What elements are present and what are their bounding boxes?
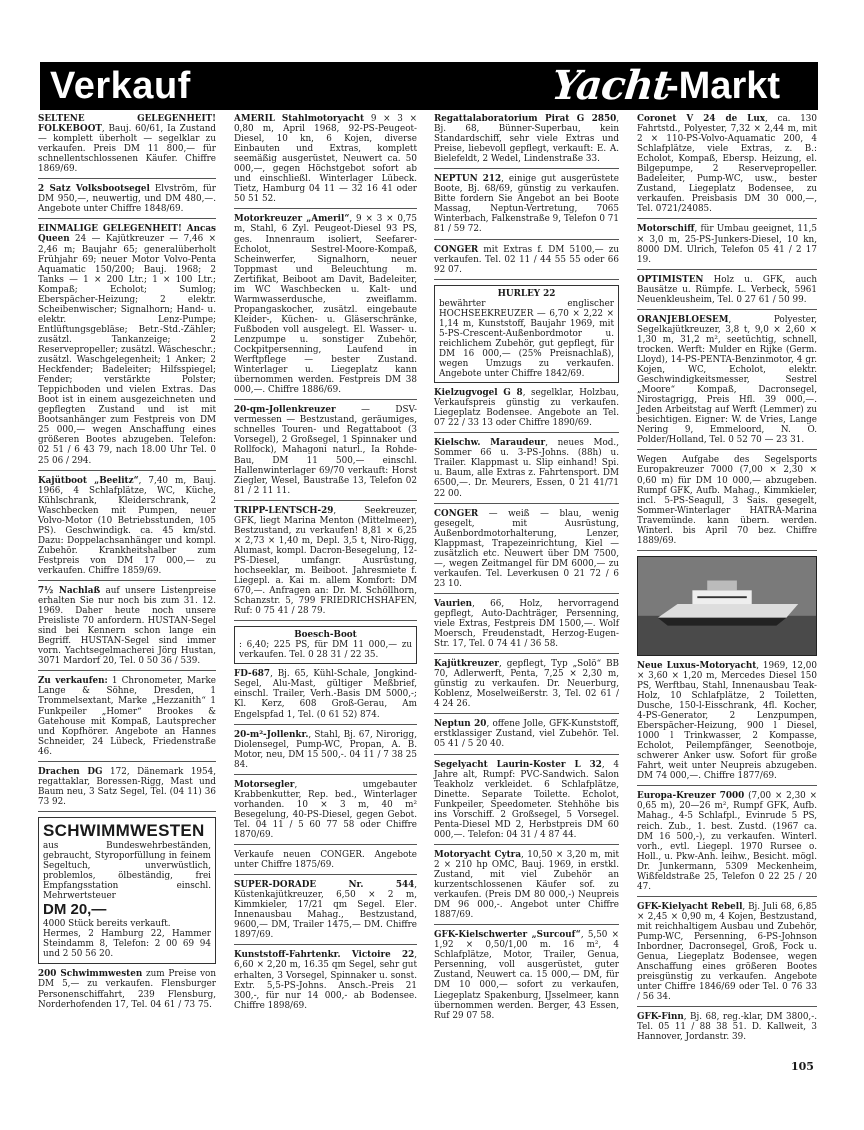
schwimmwesten-title: SCHWIMMWESTEN xyxy=(43,820,205,840)
ad-body: 9 × 3 × 0,80 m, April 1968, 92-PS-Peugeot-Diesel, 10 kn, 6 Kojen, diverse Einbauten und Extras, komplett seemäßig ausgerüstet, Neuwert ca. 50 000,—, gegen Höchstgebot sofort ab und einschließl. Winterlager Lübeck. Tietz, Hamburg 04 11 — 32 16 41 oder 50 51 52. xyxy=(234,114,417,205)
ad-body: Wegen Aufgabe des Segelsports Europakreuzer 7000 (7,00 × 2,30 × 0,60 m) für DM 10 000,— abzugeben. Rumpf GFK, Aufb. Mahag., Kimmkieler, incl. 5-PS-Seagull, 3 Sais. gesegelt, Sommer-Winterlager HATRA-Marina Travemünde. kann übern. werden. Winterl. bis April 70 bez. Chiffre 1889/69. xyxy=(637,455,817,546)
column-4 xyxy=(637,114,817,1074)
classified-ad xyxy=(637,556,817,787)
ad-body: , für Umbau geeignet, 11,5 × 3,0 m, 25-PS-Junkers-Diesel, 10 kn, 8000 DM. Ulrich, Telefon 05 41 / 2 17 19. xyxy=(637,224,817,265)
ad-body: , Küstenkajütkreuzer, 6,50 × 2 m, Kimmkieler, 17/21 qm Segel. Elег. Innenausbau Mahag., Bestzustand, 9600,— DM, Trailer 1475,— DM. Chiffre 1897/69. xyxy=(234,880,417,941)
banner-title-verkauf: Verkauf xyxy=(50,65,191,107)
ad-body: 24 — Kajütkreuzer — 7,46 × 2,46 m; Baujahr 65; generalüberholt Frühjahr 69; neuer Motor Volvo-Penta Aquamatic 150/200; Bauj. 1968; 2 Tanks — 1 × 200 Ltr.; 1 × 100 Ltr.; Kompaß; Echolot; Sumlog; Eberspächer-Heizung; 2 elektr. Scheibenwischer; Signalhorn; Hand- u. elektr. Lenz-Pumpe; Entlüftungsgebläse; Betr.-Std.-Zähler; zusätzl. Tankanzeige; 2 Reservepropeller; zusätzl. Wäscheschr.; zusätzl. Waschgelegenheit; 1 Anker; 2 Heckfender; Badeleiter; Hilfsspiegel; Fender; verstärkte Polster; Teppichboden und vielen Extras. Das Boot ist in einem ausgezeichneten und gepflegten Zustand und ist mit Bootsanhänger zum Festpreis von DM 25 000,— wegen Anschaffung eines größeren Bootes abzugeben. Telefon: 02 51 / 6 43 79, nach 18.00 Uhr Tel. 0 25 06 / 294. xyxy=(38,234,216,466)
ad-headline: Segelyacht Laurin-Koster L 32 xyxy=(434,759,602,770)
ad-body: , 4 Jahre alt, Rumpf: PVC-Sandwich. Salon Teakholz verkleidet. 6 Schlafplätze, Dinette. Separate Toilette. Echolot, Funkpeiler, Speedometer. Stehhöhe bis ins Vorschiff. 2 Großsegel, 5 Vorsegel. Penta-Diesel MD 2, Herbstpreis DM 60 000,—. Telefon: 04 31 / 4 87 44. xyxy=(434,759,619,840)
classified-ad xyxy=(434,174,619,239)
ad-body: , Bauj. 60/61, Iа Zustand — komplett überholt — segelklar zu verkaufen. Preis DM 11 800,— für schnellentschlossenen Käufer. Chiffre 1869/69. xyxy=(38,124,216,175)
ad-headline: Kielschw. Maraudeur xyxy=(434,438,546,449)
schwimmwesten-ad xyxy=(38,817,216,964)
ad-body: — DSV-vermessen — Bestzustand, geräumiges, schnelles Touren- und Regattaboot (3 Vorsegel), 2 Großsegel, 1 Spinnaker und Rollfock), Mahagoni naturl., Ia Rohde-Bau, DM 11 500,— einschl. Hallenwinterlager 69/70 verkauft: Horst Ziegler, Wesel, Baustraße 13, Telefon 02 81 / 2 11 11. xyxy=(234,405,417,496)
classified-ad xyxy=(234,669,417,724)
ad-body: 1 Chronometer, Marke Lange & Söhne, Dresden, 1 Trommelsextant, Marke „Hezzanith“ 1 Funkpeiler „Homer“ Brookes & Gatehouse mit Kompaß, Lautsprecher und Kopfhörer. Angebote an Hannes Schneider, 24 Lübeck, Friedenstraße 46. xyxy=(38,676,216,757)
ad-headline: Regattalaboratorium Pirat G 2850 xyxy=(434,114,617,124)
ad-headline: OPTIMISTEN xyxy=(637,274,704,285)
classified-ad xyxy=(234,626,417,664)
ad-body: , Bj. 68, reg.-klar, DM 3800,-. Tel. 05 11 / 88 38 51. D. Kallweit, 3 Hannover, Jordanstr. 39. xyxy=(637,1012,817,1043)
column-3 xyxy=(434,114,619,1074)
ad-headline: CONGER xyxy=(434,508,479,519)
ad-headline: AMERIL Stahlmotoryacht xyxy=(234,114,365,124)
ad-headline: TRIPP-LENTSCH-29 xyxy=(234,505,334,516)
ad-headline: Motorschiff xyxy=(637,224,695,235)
classified-ad xyxy=(234,114,417,209)
ad-headline: NEPTUN 212 xyxy=(434,174,502,185)
classified-ad xyxy=(637,791,817,896)
classified-ad xyxy=(434,850,619,925)
ad-body: , 1969, 12,00 × 3,60 × 1,20 m, Mercedes Diesel 150 PS, Werftbau, Stahl, Innenausbau Teak-Holz, 10 Schlafplätze, 2 Toiletten, Dusche, 150-l-Eisschrank, 4fl. Kocher, 4-PS-Generator, 2 Lenzpumpen, Eberspächer-Heizung, 900 l Diesel, 1000 l Trinkwasser, 2 Kompasse, Echolot, Peilempfänger, Seenotboje, schwerer Anker usw. Sofort für große Fahrt, weit unter Neupreis abzugeben. DM 74 000,—. Chiffre 1877/69. xyxy=(637,660,817,782)
classified-ad xyxy=(38,476,216,581)
ad-headline: CONGER xyxy=(434,244,479,255)
ad-headline: Motoryacht Cytra xyxy=(434,849,522,860)
ad-headline: Coronet V 24 de Lux xyxy=(637,114,765,124)
ad-headline: GFK-Finn xyxy=(637,1012,684,1023)
classified-ad xyxy=(234,950,417,1014)
ad-body: , Polyester, Segelkajütkreuzer, 3,8 t, 9,0 × 2,60 × 1,30 m, 31,2 m², seetüchtig, schnell, trocken. Werft: Mulder en Rijke (Germ. Lloyd), 14-PS-PENTA-Benzinmotor, 4 gr. Kojen, WC, Echolot, elektr. Geschwindigkeitsmesser, Sestrel „Moore“ Kompaß, Dacronsegel, Nirostagrigg, Preis Hfl. 39 000,—. Jeden Arbeitstag auf Werft (Lemmer) zu besichtigen. Eigner: W. de Vries, Lange Nering 9, Emmeloord, N. O. Polder/Holland, Tel. 0 52 70 — 23 31. xyxy=(637,314,817,446)
classified-ad xyxy=(38,586,216,671)
classified-ad xyxy=(38,114,216,179)
classified-ad xyxy=(234,780,417,845)
classified-ad xyxy=(234,506,417,622)
ad-body: Holz u. GFK, auch Bausätze u. Rümpfe. L. Verbeck, 5961 Neuenkleusheim, Tel. 0 27 61 / 50 99. xyxy=(637,274,817,305)
ad-body: mit Extras f. DM 5100,— zu verkaufen. Tel. 02 11 / 44 55 55 oder 66 92 07. xyxy=(434,244,619,275)
header-banner xyxy=(40,62,818,110)
classified-ad xyxy=(637,224,817,269)
classified-ad xyxy=(234,214,417,400)
classified-ad xyxy=(434,659,619,714)
ad-headline: Kajütkreuzer xyxy=(434,659,499,670)
ad-headline: 2 Satz Volksbootsegel xyxy=(38,184,150,195)
ad-headline: HURLEY 22 xyxy=(497,288,556,299)
classified-ad xyxy=(434,930,619,1024)
classified-ad xyxy=(234,405,417,500)
ad-body: , Seekreuzer, GFK, liegt Marina Menton (Mittelmeer), Bestzustand, zu verkaufen! 8,81 × 6,25 × 2,73 × 1,40 m, Depl. 3,5 t, Niro-Rigg, Alumast, kompl. Dacron-Besegelung, 12-PS-Diesel, umfangr. Ausrüstung, hochseeklar, m. Beiboot. Jahresmiete f. Liegepl. a. Kai m. allem Komfort: DM 670,—. Anfragen an: Dr. M. Schöllhorn, Schanzstr. 5, 799 FRIEDRICHSHAFEN, Ruf: 0 75 41 / 28 79. xyxy=(234,505,417,617)
ad-body: , Bj. 65, Kühl-Schale, Jongkind-Segel, Alu-Mast, gültiger Meßbrief, einschl. Trailer, Verh.-Basis DM 5000,-; Kl. Kerz, 608 Groß-Gerau, Am Engelspfad 1, Tel. (0 61 52) 874. xyxy=(234,669,417,720)
ad-headline: Boesch-Boot xyxy=(294,630,357,641)
ad-body: , 5,50 × 1,92 × 0,50/1,00 m. 16 m², 4 Schlafplätze, Motor, Trailer, Genua, Persenning, voll ausgerüstet, guter Zustand, Neuwert ca. 15 000,— DM, für DM 10 000,— sofort zu verkaufen, Liegeplatz Spakenburg, IJsselmeer, kann übernommen werden. Berger, 43 Essen, Ruf 29 07 58. xyxy=(434,930,619,1021)
classified-ad xyxy=(38,676,216,761)
ad-headline: Kunststoff-Fahrtenkr. Victoire 22 xyxy=(234,950,415,961)
page-number: 105 xyxy=(791,1060,814,1073)
classified-ad xyxy=(434,760,619,845)
ad-body: , Bj. 68, Bünner-Superbau, kein Standardschiff, sehr viele Extras und Preise, liebevoll gepflegt, verkauft: E. A. Bielefeldt, 2 Wedel, Lindenstraße 33. xyxy=(434,114,619,165)
classified-ad xyxy=(637,275,817,310)
ad-headline: EINMALIGE GELEGENHEIT! Ancas Queen xyxy=(38,224,216,245)
ad-body: , offene Jolle, GFK-Kunststoff, erstklassiger Zustand, viel Zubehör. Tel. 05 41 / 5 20 40. xyxy=(434,719,619,750)
classified-ad xyxy=(38,224,216,470)
classified-ad xyxy=(434,599,619,654)
ad-body: , Bj. Juli 68, 6,85 × 2,45 × 0,90 m, 4 Kojen, Bestzustand, mit reichhaltigem Ausbau und Zubehör, Pump-WC, Persenning, 6-PS-Johnson Inbordner, Dacronsegel, Groß, Fock u. Genua, Liegeplatz Bodensee, wegen Anschaffung eines größeren Bootes preisgünstig zu verkaufen. Angebote unter Chiffre 1846/69 oder Tel. 0 76 33 / 56 34. xyxy=(637,901,817,1003)
ad-headline: SUPER-DORADE Nr. 544 xyxy=(234,880,415,891)
classified-ad xyxy=(637,315,817,451)
ad-headline: Motorkreuzer „Ameril“ xyxy=(234,214,350,225)
ad-body: , umgebauter Krabbenkutter, Rep. bed., Winterlager vorhanden. 10 × 3 m, 40 m² Besegelung, 40-PS-Diesel, gegen Gebot. Tel. 04 11 / 5 60 77 58 oder Chiffre 1870/69. xyxy=(234,779,417,840)
classified-ad xyxy=(434,509,619,594)
classified-ad xyxy=(38,184,216,219)
ad-headline: Europa-Kreuzer 7000 xyxy=(637,791,745,802)
ad-body: — weiß — blau, wenig gesegelt, mit Ausrüstung, Außenbordmotorhalterung, Lenzer, Klappmast, Trapezeinrichtung, Kiel — zusätzlich etc. Neuwert über DM 7500,—, wegen Zeitmangel für DM 6000,— zu verkaufen. Tel. Leverkusen 0 21 72 / 6 23 10. xyxy=(434,508,619,589)
ad-body: , 10,50 × 3,20 m, mit 2 × 210 hp OMC, Bauj. 1969, in erstkl. Zustand, mit viel Zubehör an kurzentschlossenen Käufer sof. zu verkaufen. (Preis DM 80 000,-) Neupreis DM 96 000,-. Angebot unter Chiffre 1887/69. xyxy=(434,849,620,921)
schwimmwesten-stock: 4000 Stück bereits verkauft. xyxy=(43,919,171,930)
classified-ad xyxy=(38,969,216,1013)
classified-ad xyxy=(637,1012,817,1046)
classified-ad xyxy=(637,455,817,550)
ad-body: 172, Dänemark 1954, regattaklar, Boressen-Rigg, Mast und Baum neu, 3 Satz Segel, Tel. (04 11) 36 73 92. xyxy=(38,766,216,807)
motor-yacht-photo xyxy=(637,556,817,656)
ad-body: Elvström, für DM 950,—, neuwertig, und DM 480,—. Angebote unter Chiffre 1848/69. xyxy=(38,184,216,215)
ad-body: , 66, Holz, hervorragend gepflegt, Auto-Dachträger, Persenning, viele Extras, Festpreis DM 1500,—. Wolf Moersch, Freudenstadt, Herzog-Eugen-Str. 17, Tel. 0 74 41 / 36 58. xyxy=(434,598,619,650)
ad-body: , neues Mod., Sommer 66 u. 3-PS-Johns. (88h) u. Trailer. Klappmast u. Slip einhand! Spi. u. Baum, alle Extras z. Fahrtensport. DM 6500,—. Dr. Meurers, Essen, 0 21 41/71 22 00. xyxy=(434,438,619,499)
ad-headline: Motorsegler xyxy=(234,779,295,790)
classified-ad xyxy=(434,719,619,754)
ad-headline: 20-qm-Jollenkreuzer xyxy=(234,405,336,416)
ad-body: , einige gut ausgerüstete Boote, Bj. 68/69, günstig zu verkaufen. Bitte fordern Sie Angebot an bei Boote Massag, Neptun-Vertretung, 7065 Winterbach, Falkenstraße 9, Telefon 0 71 81 / 59 72. xyxy=(434,174,620,235)
ad-headline: GFK-Kielyacht Rebell xyxy=(637,901,743,912)
ad-body: , 7,40 m, Bauj. 1966, 4 Schlafplätze, WC, Küche, Kühlschrank, Kleiderschrank, 2 Waschbecken mit Pumpen, neuer Volvo-Motor (10 Betriebsstunden, 105 PS). Geschwindigk. ca. 45 km/std. Dazu: Doppelachsanhänger und kompl. Zubehör. Krankheitshalber zum Festpreis von DM 17 000,— zu verkaufen. Chiffre 1859/69. xyxy=(38,475,216,576)
classified-ad xyxy=(434,438,619,503)
ad-body: , segelklar, Holzbau, Verkaufspreis günstig zu verkaufen. Liegeplatz Bodensee. Angebote an Tel. 07 22 / 33 13 oder Chiffre 1890/69. xyxy=(434,388,620,429)
banner-title-yacht: Yacht xyxy=(549,62,673,109)
ad-body: Verkaufe neuen CONGER. Angebote unter Chiffre 1875/69. xyxy=(234,850,417,871)
ad-headline: Kielzugvogel G 8 xyxy=(434,388,523,399)
ad-body: bewährter englischer HOCHSEEKREUZER — 6,70 × 2,22 × 1,14 m, Kunststoff, Baujahr 1969, mit 5-PS-Crescent-Außenbordmotor u. reichlichem Zubehör, gut gepflegt, für DM 16 000,— (25% Preisnachlaß), wegen Umzugs zu verkaufen. Angebote unter Chiffre 1842/69. xyxy=(439,298,614,380)
column-2 xyxy=(234,114,417,1074)
ad-headline: Kajütboot „Beelitz“ xyxy=(38,475,139,486)
classified-ad xyxy=(234,730,417,775)
schwimmwesten-body: aus Bundeswehrbeständen, gebraucht, Styroporfüllung in feinem Segeltuch, unverwüstlich, problemlos, ölbeständig, frei Empfangsstation einschl. Mehrwertsteuer xyxy=(43,840,211,902)
ad-body: auf unsere Listenpreise erhalten Sie nur noch bis zum 31. 12. 1969. Daher heute noch unsere Preisliste 70 anfordern. HUSTAN-Segel sind bei Kennern schon lange ein Begriff. HUSTAN-Segel sind immer vorn. Yachtsegelmacherei Jörg Hustan, 3071 Mardorf 20, Tel. 0 50 36 / 539. xyxy=(38,586,216,667)
ad-body: (7,00 × 2,30 × 0,65 m), 20—26 m², Rumpf GFK, Aufb. Mahag., 4-5 Schlafpl., Evinrude 5 PS, reich. Zub., 1. best. Zustd. (1967 ca. DM 16 500,-), zu verkaufen. Winterl. vorh., evtl. Liegepl. 1970 Rursee o. Holl., u. Pkw-Anh. leihw., Besicht. mögl. Dr. Junkermann, 5309 Meckenheim, Wißfeldstraße 25, Telefon 0 22 25 / 20 47. xyxy=(637,791,817,892)
ad-body: , gepflegt, Typ „Solö“ BB 70, Adlerwerft, Penta, 7,25 × 2,30 m, günstig zu verkaufen. Dr. Neuerburg, Koblenz, Moselweißerstr. 3, Tel. 02 61 / 4 24 26. xyxy=(434,659,619,710)
ad-headline: ORANJEBLOESEM xyxy=(637,314,729,325)
classified-ad xyxy=(637,902,817,1007)
ad-body: , ca. 130 Fahrtstd., Polyester, 7,32 × 2,44 m, mit 2 × 110-PS-Volvo-Aquamatic 200, 4 Schlafplätze, viele Extras, z. B.: Echolot, Kompaß, Ebersp. Heizung, el. Bilgepumpe, 2 Reservepropeller. Badeleiter, Pump-WC, usw., bester Zustand, Liegeplatz Bodensee, zu verkaufen. Preisbasis DM 30 000,—, Tel. 0721/24085. xyxy=(637,114,817,215)
classified-ad xyxy=(434,245,619,280)
ad-body: , Stahl, Bj. 67, Nirorigg, Diolensegel, Pump-WC, Propan, A. B. Motor, neu, DM 15 500,-. 04 11 / 7 38 25 84. xyxy=(234,729,417,770)
classified-ad xyxy=(434,285,619,383)
ad-headline: Neptun 20 xyxy=(434,719,487,730)
classified-ad xyxy=(234,850,417,875)
ad-body: zum Preise von DM 5,— zu verkaufen. Flensburger Personenschiffahrt, 239 Flensburg, Norderhofenden 17, Tel. 04 61 / 73 75. xyxy=(38,969,217,1010)
classified-ad xyxy=(434,114,619,169)
ad-headline: 200 Schwimmwesten xyxy=(38,969,143,980)
classified-ad xyxy=(637,114,817,219)
ad-headline: GFK-Kielschwerter „Surcouf“ xyxy=(434,930,581,941)
ad-headline: SELTENE GELEGENHEIT! FOLKEBOOT xyxy=(38,114,216,135)
schwimmwesten-price: DM 20,— xyxy=(43,901,107,919)
ad-headline: FD-687 xyxy=(234,669,271,680)
ad-headline: Zu verkaufen: xyxy=(38,676,108,687)
classified-ad xyxy=(234,880,417,945)
banner-title-markt: -Markt xyxy=(666,65,781,107)
classified-ad xyxy=(434,388,619,433)
column-1 xyxy=(38,114,216,1059)
classified-ad xyxy=(38,767,216,812)
ad-body: : 6,40; 225 PS, für DM 11 000,— zu verkaufen. Tel. 0 28 31 / 22 35. xyxy=(239,640,412,661)
ad-headline: Drachen DG xyxy=(38,766,103,777)
ad-headline: 7½ Nachlaß xyxy=(38,586,101,597)
ad-headline: 20-m²-Jollenkr. xyxy=(234,729,309,740)
ad-headline: Vaurien xyxy=(434,598,473,609)
ad-body: , 6,60 × 2,20 m, 16.35 qm Segel, sehr gut erhalten, 3 Vorsegel, Spinnaker u. sonst. Extr. 5,5-PS-Johns. Ansch.-Preis 21 300,-, für nur 14 000,- ab Bodensee. Chiffre 1898/69. xyxy=(234,950,417,1011)
schwimmwesten-contact: Hermes, 2 Hamburg 22, Hammer Steindamm 8, Telefon: 2 00 69 94 und 2 50 56 20. xyxy=(43,929,211,960)
ad-headline: Neue Luxus-Motoryacht xyxy=(637,660,757,671)
ad-body: , 9 × 3 × 0,75 m, Stahl, 6 Zyl. Peugeot-Diesel 93 PS, ges. Innenraum isoliert, Seefarer-Echolot, Sestrel-Moore-Kompaß, Scheinwerfer, Signalhorn, neuer Toppmast und Beleuchtung m. Zertifikat, Beiboot am Davit, Badeleiter, im WC Waschbecken u. Kalt- und Warmwasserdusche, zweiflamm. Propangaskocher, zusätzl. eingebaute Kleider-, Küchen- u. Gläserschränke, Fußboden voll ausgelegt. El. Wasser- u. Lenzpumpe u. sonstiger Zubehör, Cockpitpersenning, Laufend in Werftpflege — bester Zustand. Winterlager u. Liegeplatz kann übernommen werden. Festpreis DM 38 000,—. Chiffre 1886/69. xyxy=(234,214,417,396)
